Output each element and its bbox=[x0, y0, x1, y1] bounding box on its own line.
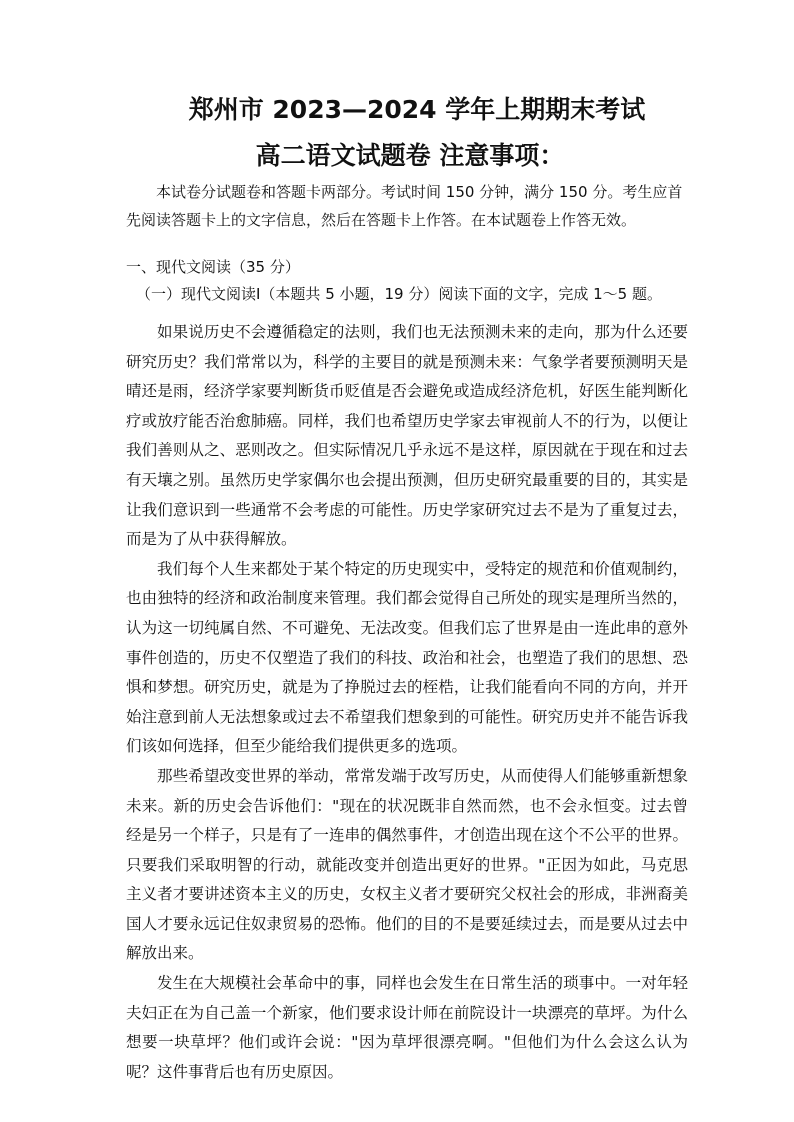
exam-title: 郑州市 2023—2024 学年上期期末考试 bbox=[188, 95, 646, 124]
reading-passage bbox=[126, 318, 688, 1087]
exam-subtitle: 高二语文试题卷 注意事项： bbox=[255, 141, 565, 170]
section-heading-modern-reading: 一、现代文阅读（35 分） bbox=[126, 258, 300, 276]
passage-paragraph-1: 如果说历史不会遵循稳定的法则，我们也无法预测未来的走向，那为什么还要研究历史？我们常常以为，科学的主要目的就是预测未来：气象学者要预测明天是晴还是雨，经济学家要判断货币贬值是否会避免或造成经济危机，好医生能判断化疗或放疗能否治愈肺癌。同样，我们也希望历史学家去审视前人不的行为，以便让我们善则从之、恶则改之。但实际情况几乎永远不是这样，原因就在于现在和过去有天壤之别。虽然历史学家偶尔也会提出预测，但历史研究最重要的目的，其实是让我们意识到一些通常不会考虑的可能性。历史学家研究过去不是为了重复过去，而是为了从中获得解放。 bbox=[126, 323, 688, 549]
passage-paragraph-2: 我们每个人生来都处于某个特定的历史现实中，受特定的规范和价值观制约，也由独特的经济和政治制度来管理。我们都会觉得自己所处的现实是理所当然的，认为这一切纯属自然、不可避免、无法改变。但我们忘了世界是由一连此串的意外事件创造的，历史不仅塑造了我们的科技、政治和社会，也塑造了我们的思想、恐惧和梦想。研究历史，就是为了挣脱过去的桎梏，让我们能看向不同的方向，并开始注意到前人无法想象或过去不希望我们想象到的可能性。研究历史并不能告诉我们该如何选择，但至少能给我们提供更多的选项。 bbox=[126, 559, 688, 756]
exam-instructions: 本试卷分试题卷和答题卡两部分。考试时间 150 分钟，满分 150 分。考生应首先阅读答题卡上的文字信息，然后在答题卡上作答。在本试题卷上作答无效。 bbox=[126, 183, 683, 229]
subsection-heading-reading-1: （一）现代文阅读Ⅰ（本题共 5 小题，19 分）阅读下面的文字，完成 1～5 题。 bbox=[136, 285, 662, 303]
passage-paragraph-3: 那些希望改变世界的举动，常常发端于改写历史，从而使得人们能够重新想象未来。新的历史会告诉他们："现在的状况既非自然而然，也不会永恒变。过去曾经是另一个样子，只是有了一连串的偶然事件，才创造出现在这个不公平的世界。只要我们采取明智的行动，就能改变并创造出更好的世界。"正因为如此，马克思主义者才要讲述资本主义的历史，女权主义者才要研究父权社会的形成，非洲裔美国人才要永远记住奴隶贸易的恐怖。他们的目的不是要延续过去，而是要从过去中解放出来。 bbox=[126, 766, 688, 963]
passage-paragraph-4: 发生在大规模社会革命中的事，同样也会发生在日常生活的琐事中。一对年轻夫妇正在为自己盖一个新家，他们要求设计师在前院设计一块漂亮的草坪。为什么想要一块草坪？他们或许会说："因为草坪很漂亮啊。"但他们为什么会这么认为呢？这件事背后也有历史原因。 bbox=[126, 974, 688, 1081]
